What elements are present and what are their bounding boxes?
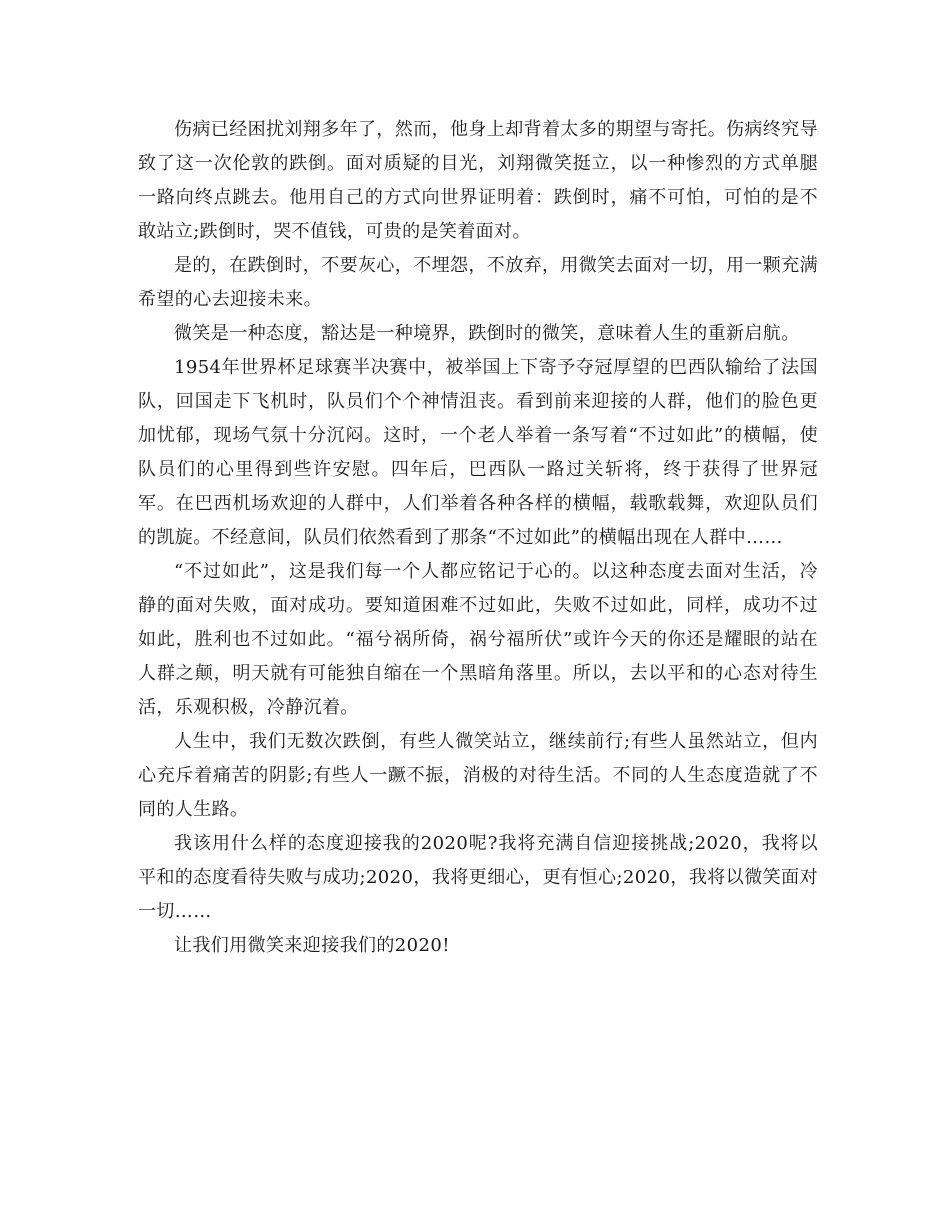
paragraph-7: 我该用什么样的态度迎接我的2020呢?我将充满自信迎接挑战;2020，我将以平和的态度看待失败与成功;2020，我将更细心，更有恒心;2020，我将以微笑面对一切…… xyxy=(138,833,818,922)
paragraph-2: 是的，在跌倒时，不要灰心，不埋怨，不放弃，用微笑去面对一切，用一颗充满希望的心去迎接未来。 xyxy=(138,255,818,310)
document-body xyxy=(138,113,818,963)
paragraph-1: 伤病已经困扰刘翔多年了，然而，他身上却背着太多的期望与寄托。伤病终究导致了这一次伦敦的跌倒。面对质疑的目光，刘翔微笑挺立，以一种惨烈的方式单腿一路向终点跳去。他用自己的方式向世界证明着：跌倒时，痛不可怕，可怕的是不敢站立;跌倒时，哭不值钱，可贵的是笑着面对。 xyxy=(138,119,818,242)
paragraph-8: 让我们用微笑来迎接我们的2020! xyxy=(174,935,450,956)
paragraph-5: “不过如此”，这是我们每一个人都应铭记于心的。以这种态度去面对生活，冷静的面对失败，面对成功。要知道困难不过如此，失败不过如此，同样，成功不过如此，胜利也不过如此。“福兮祸所倚，祸兮福所伏”或许今天的你还是耀眼的站在人群之颠，明天就有可能独自缩在一个黑暗角落里。所以，去以平和的心态对待生活，乐观积极，冷静沉着。 xyxy=(138,561,818,718)
paragraph-3: 微笑是一种态度，豁达是一种境界，跌倒时的微笑，意味着人生的重新启航。 xyxy=(174,323,800,344)
paragraph-6: 人生中，我们无数次跌倒，有些人微笑站立，继续前行;有些人虽然站立，但内心充斥着痛苦的阴影;有些人一蹶不振，消极的对待生活。不同的人生态度造就了不同的人生路。 xyxy=(138,731,818,820)
paragraph-4: 1954年世界杯足球赛半决赛中，被举国上下寄予夺冠厚望的巴西队输给了法国队，回国走下飞机时，队员们个个神情沮丧。看到前来迎接的人群，他们的脸色更加忧郁，现场气氛十分沉闷。这时，一个老人举着一条写着“不过如此”的横幅，使队员们的心里得到些许安慰。四年后，巴西队一路过关斩将，终于获得了世界冠军。在巴西机场欢迎的人群中，人们举着各种各样的横幅，载歌载舞，欢迎队员们的凯旋。不经意间，队员们依然看到了那条“不过如此”的横幅出现在人群中…… xyxy=(138,357,818,548)
